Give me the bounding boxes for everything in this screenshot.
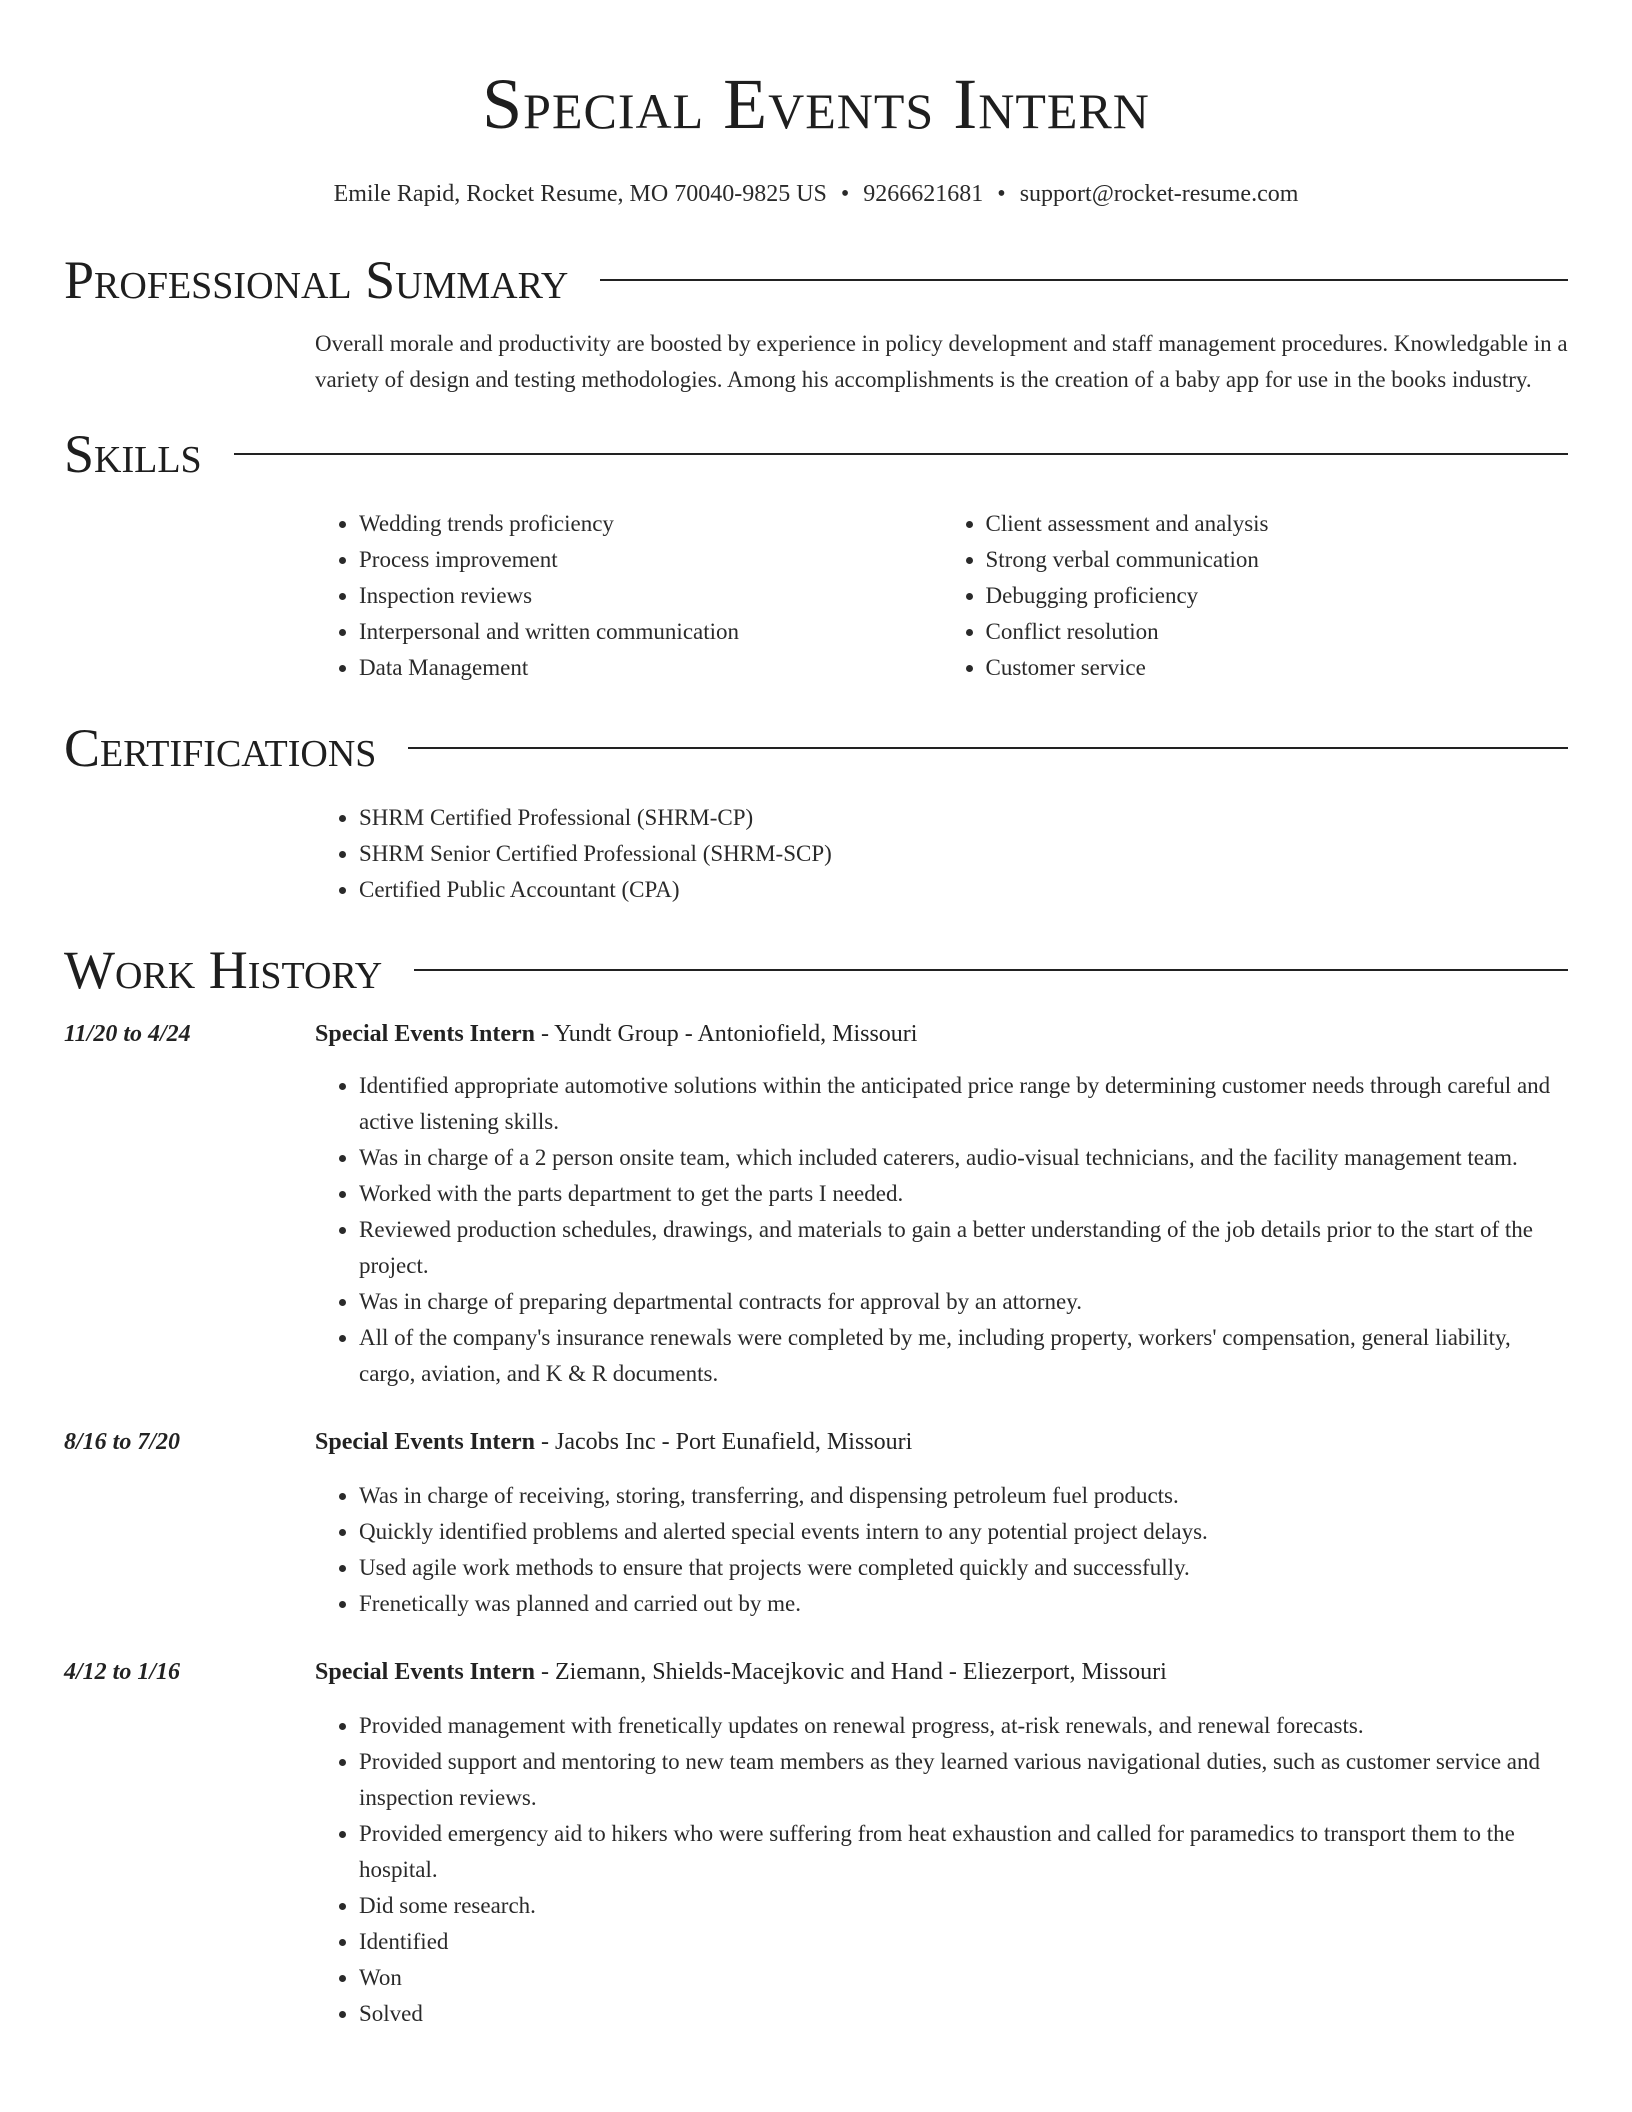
section-divider [600, 279, 1568, 281]
job-bullet: • Solved [359, 1996, 1568, 2032]
work-history-section [64, 938, 1568, 2032]
job-details: - Jacobs Inc - Port Eunafield, Missouri [535, 1429, 913, 1455]
skill-item: • Process improvement [359, 542, 942, 578]
job-bullet: • All of the company's insurance renewals were completed by me, including property, workers' compensation, general liability, cargo, aviation, and K & R documents. [359, 1320, 1568, 1392]
summary-text: Overall morale and productivity are boosted by experience in policy development and staff management procedures. Knowledgable in a variety of design and testing methodologies. Among his accomplishments is the creation of a baby app for use in the books industry. [315, 331, 1568, 392]
skills-heading: Skills [64, 424, 202, 484]
skills-heading-row [64, 422, 1568, 486]
job-entry [64, 1016, 1568, 1392]
work-history-heading-row [64, 938, 1568, 1002]
job-bullet: • Was in charge of preparing departmental contracts for approval by an attorney. [359, 1284, 1568, 1320]
contact-line [64, 178, 1568, 210]
job-duties [315, 1708, 1568, 2032]
section-divider [414, 969, 1568, 971]
skill-item: • Debugging proficiency [986, 578, 1569, 614]
job-title: Special Events Intern [315, 1429, 536, 1455]
job-bullet: • Identified [359, 1924, 1568, 1960]
job-bullet: • Was in charge of receiving, storing, transferring, and dispensing petroleum fuel products. [359, 1478, 1568, 1514]
skill-item: • Inspection reviews [359, 578, 942, 614]
job-details: - Yundt Group - Antoniofield, Missouri [535, 1021, 918, 1047]
section-divider [408, 747, 1568, 749]
skill-item: • Customer service [986, 650, 1569, 686]
certifications-heading-row [64, 716, 1568, 780]
certifications-list [315, 800, 1568, 908]
skills-list-left [315, 506, 942, 686]
skills-section [64, 422, 1568, 686]
job-bullet: • Used agile work methods to ensure that projects were completed quickly and successfully. [359, 1550, 1568, 1586]
certifications-body [315, 800, 1568, 908]
job-title: Special Events Intern [315, 1021, 536, 1047]
contact-email[interactable]: support@rocket-resume.com [1019, 181, 1299, 207]
skill-item: • Wedding trends proficiency [359, 506, 942, 542]
job-title: Special Events Intern [315, 1659, 536, 1685]
job-bullets [315, 1478, 1568, 1622]
contact-address: Emile Rapid, Rocket Resume, MO 70040-9825 US [333, 181, 827, 207]
skill-item: • Conflict resolution [986, 614, 1569, 650]
job-duties [315, 1068, 1568, 1392]
job-bullets [315, 1068, 1568, 1392]
certification-item: • SHRM Certified Professional (SHRM-CP) [359, 800, 1568, 836]
job-duties [315, 1478, 1568, 1622]
contact-separator: • [997, 181, 1006, 207]
summary-heading: Professional Summary [64, 250, 569, 310]
job-dates: 4/12 to 1/16 [64, 1659, 181, 1685]
job-heading [315, 1424, 1568, 1460]
work-history-heading: Work History [64, 940, 383, 1000]
certification-item: • Certified Public Accountant (CPA) [359, 872, 1568, 908]
certifications-section [64, 716, 1568, 908]
job-heading [315, 1016, 1568, 1052]
job-dates: 11/20 to 4/24 [64, 1021, 191, 1047]
job-bullet: • Provided emergency aid to hikers who were suffering from heat exhaustion and called for paramedics to transport them to the hospital. [359, 1816, 1568, 1888]
skills-list-right [942, 506, 1569, 686]
skill-item: • Interpersonal and written communication [359, 614, 942, 650]
section-divider [234, 453, 1568, 455]
resume-page [64, 0, 1568, 2112]
skill-item: • Strong verbal communication [986, 542, 1569, 578]
contact-separator: • [840, 181, 850, 207]
job-bullet: • Won [359, 1960, 1568, 1996]
job-details: - Ziemann, Shields-Macejkovic and Hand - Eliezerport, Missouri [535, 1659, 1167, 1685]
certification-item: • SHRM Senior Certified Professional (SHRM-SCP) [359, 836, 1568, 872]
job-bullet: • Was in charge of a 2 person onsite team, which included caterers, audio-visual technicians, and the facility management team. [359, 1140, 1568, 1176]
certifications-heading: Certifications [64, 718, 377, 778]
job-bullet: • Worked with the parts department to get the parts I needed. [359, 1176, 1568, 1212]
contact-phone: 9266621681 [863, 181, 984, 207]
skills-columns [315, 506, 1568, 686]
job-bullet: • Provided support and mentoring to new team members as they learned various navigational duties, such as customer service and inspection reviews. [359, 1744, 1568, 1816]
summary-heading-row [64, 248, 1568, 312]
job-bullet: • Identified appropriate automotive solutions within the anticipated price range by determining customer needs through careful and active listening skills. [359, 1068, 1568, 1140]
job-bullet: • Provided management with frenetically updates on renewal progress, at-risk renewals, and renewal forecasts. [359, 1708, 1568, 1744]
skill-item: • Client assessment and analysis [986, 506, 1569, 542]
job-entry [64, 1654, 1568, 2032]
job-bullet: • Frenetically was planned and carried out by me. [359, 1586, 1568, 1622]
job-entry [64, 1424, 1568, 1622]
job-bullets [315, 1708, 1568, 2032]
resume-title: Special Events Intern [482, 64, 1150, 144]
skill-item: • Data Management [359, 650, 942, 686]
job-bullet: • Did some research. [359, 1888, 1568, 1924]
job-bullet: • Reviewed production schedules, drawings, and materials to gain a better understanding of the job details prior to the start of the project. [359, 1212, 1568, 1284]
summary-section [64, 248, 1568, 398]
job-dates: 8/16 to 7/20 [64, 1429, 181, 1455]
job-heading [315, 1654, 1568, 1690]
job-bullet: • Quickly identified problems and alerted special events intern to any potential project delays. [359, 1514, 1568, 1550]
